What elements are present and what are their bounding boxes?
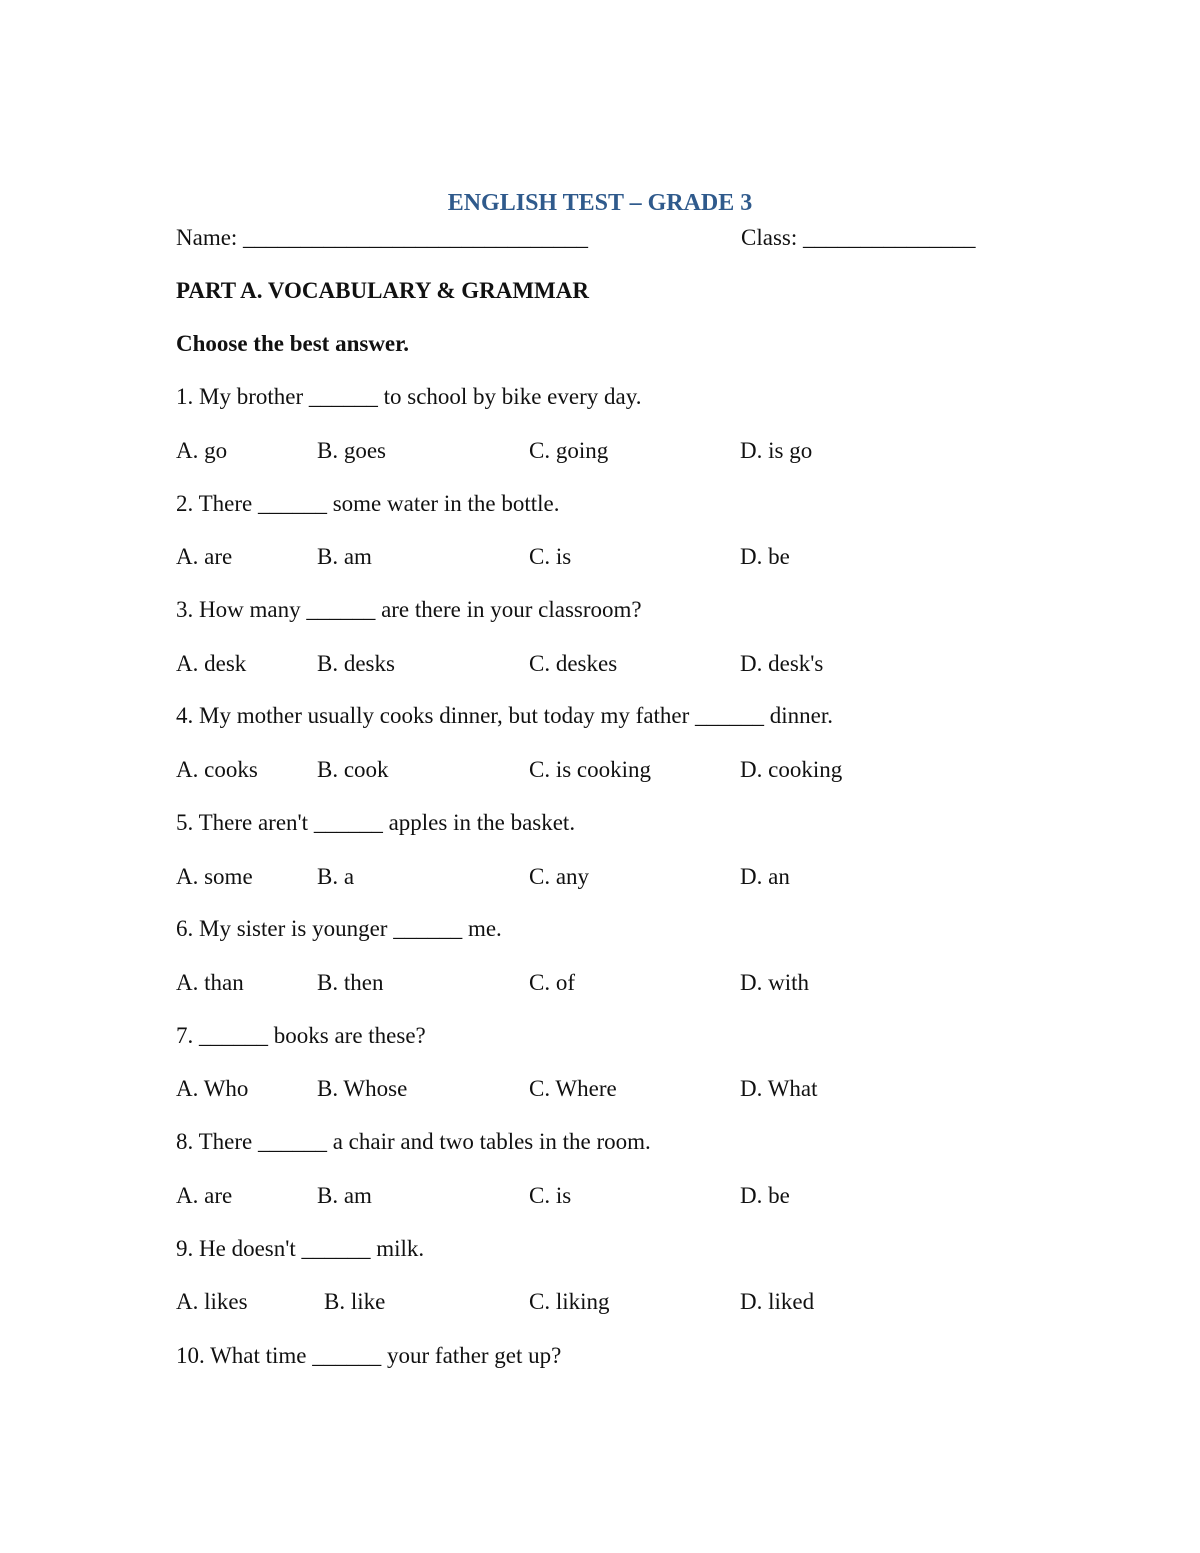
option-a: A. Who (176, 1076, 249, 1101)
option-d: D. What (740, 1076, 818, 1101)
option-a: A. likes (176, 1289, 248, 1314)
part-a-heading: PART A. VOCABULARY & GRAMMAR (176, 278, 589, 303)
option-b: B. desks (317, 651, 395, 676)
option-b: B. a (317, 864, 355, 889)
option-b: B. goes (317, 438, 386, 463)
option-d: D. desk's (740, 651, 824, 676)
option-a: A. cooks (176, 757, 258, 782)
option-c: C. is (529, 544, 572, 569)
question-10: 10. What time ______ your father get up? (176, 1343, 562, 1368)
option-d: D. cooking (740, 757, 843, 782)
option-b: B. am (317, 544, 372, 569)
question-2: 2. There ______ some water in the bottle. (176, 491, 560, 516)
options-6 (176, 969, 1076, 997)
question-9: 9. He doesn't ______ milk. (176, 1236, 425, 1261)
question-6: 6. My sister is younger ______ me. (176, 916, 502, 941)
option-b: B. am (317, 1183, 372, 1208)
option-c: C. of (529, 970, 575, 995)
option-c: C. liking (529, 1289, 610, 1314)
option-d: D. be (740, 1183, 790, 1208)
option-d: D. be (740, 544, 790, 569)
option-a: A. desk (176, 651, 247, 676)
class-field: Class: _______________ (741, 225, 976, 250)
options-5 (176, 863, 1076, 891)
option-c: C. is cooking (529, 757, 652, 782)
question-8: 8. There ______ a chair and two tables in the room. (176, 1129, 651, 1154)
instruction: Choose the best answer. (176, 331, 409, 356)
option-b: B. Whose (317, 1076, 408, 1101)
option-a: A. some (176, 864, 253, 889)
options-9 (176, 1288, 1076, 1316)
options-1 (176, 437, 1076, 465)
option-c: C. Where (529, 1076, 617, 1101)
name-field: Name: ______________________________ (176, 225, 589, 250)
question-7: 7. ______ books are these? (176, 1023, 426, 1048)
options-7 (176, 1075, 1076, 1103)
question-4: 4. My mother usually cooks dinner, but today my father ______ dinner. (176, 703, 834, 728)
option-d: D. with (740, 970, 809, 995)
option-a: A. than (176, 970, 244, 995)
option-c: C. going (529, 438, 609, 463)
options-4 (176, 756, 1076, 784)
options-2 (176, 543, 1076, 571)
option-b: B. cook (317, 757, 389, 782)
question-1: 1. My brother ______ to school by bike every day. (176, 384, 642, 409)
option-d: D. an (740, 864, 790, 889)
option-d: D. liked (740, 1289, 815, 1314)
option-b: B. then (317, 970, 384, 995)
option-c: C. any (529, 864, 590, 889)
option-a: A. go (176, 438, 228, 463)
question-3: 3. How many ______ are there in your classroom? (176, 597, 642, 622)
page-title: ENGLISH TEST – GRADE 3 (447, 190, 753, 216)
option-a: A. are (176, 544, 233, 569)
options-3 (176, 650, 1076, 678)
option-c: C. is (529, 1183, 572, 1208)
options-8 (176, 1182, 1076, 1210)
question-5: 5. There aren't ______ apples in the basket. (176, 810, 576, 835)
option-c: C. deskes (529, 651, 618, 676)
option-d: D. is go (740, 438, 813, 463)
option-a: A. are (176, 1183, 233, 1208)
option-b: B. like (324, 1289, 386, 1314)
